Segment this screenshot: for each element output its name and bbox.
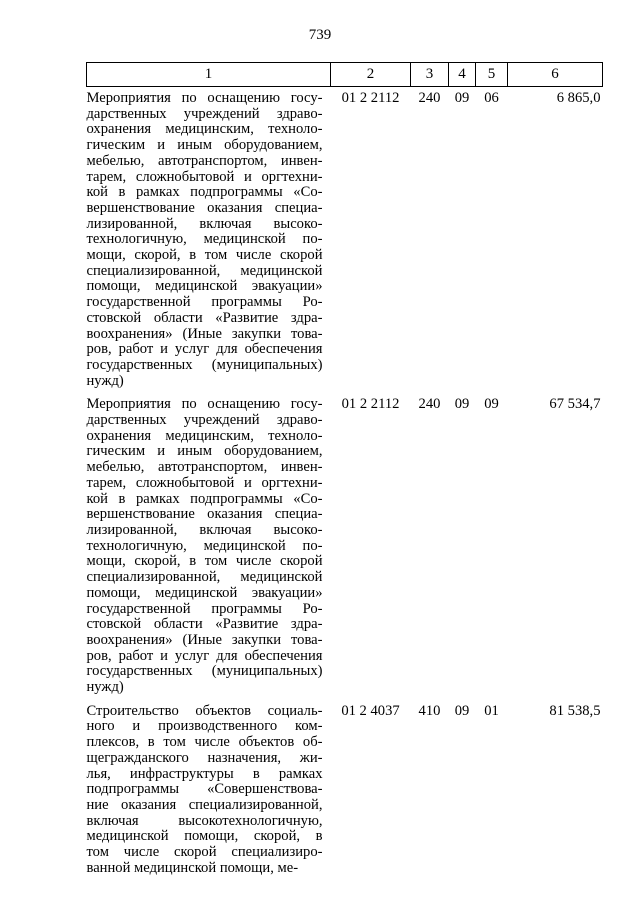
description-line: специализированной, медицинской [86, 262, 323, 279]
description-line: воохранения» (Иные закупки това- [86, 325, 323, 342]
page-number: 739 [308, 27, 332, 43]
table-body [87, 87, 603, 881]
description-line: стовской области «Развитие здра- [86, 616, 323, 633]
description-line: государственной программы Ро- [86, 600, 323, 617]
header-col-3: 3 [411, 63, 449, 87]
header-col-2: 2 [331, 63, 411, 87]
row-description [87, 700, 331, 881]
row-section: 09 [454, 396, 470, 413]
description-line: помощи, медицинской эвакуации» [86, 278, 323, 295]
description-line: охранения медицинским, техноло- [86, 121, 323, 138]
description-line: ние оказания специализированной, [86, 796, 323, 813]
description-line: Мероприятия по оснащению госу- [86, 396, 323, 413]
header-row [87, 63, 603, 87]
header-col-5: 5 [476, 63, 508, 87]
description-line: ванной медицинской помощи, ме- [86, 859, 299, 876]
description-line: ров, работ и услуг для обеспечения [86, 647, 323, 664]
row-description [87, 393, 331, 699]
description-line: щегражданского назначения, жи- [86, 749, 323, 766]
description-line: мощи, скорой, в том числе скорой [86, 247, 323, 264]
description-line: технологичную, медицинской по- [86, 231, 323, 248]
header-col-4: 4 [449, 63, 476, 87]
description-line: лизированной, включая высоко- [86, 521, 323, 538]
table-row [87, 700, 603, 881]
row-subsection: 09 [484, 396, 499, 413]
row-section: 09 [454, 702, 470, 719]
row-subsection: 06 [484, 90, 499, 106]
table-row [87, 393, 603, 699]
description-line: том числе скорой специализиро- [86, 844, 323, 861]
description-line: вершенствование оказания специа- [86, 506, 323, 523]
description-line: стовской области «Развитие здра- [86, 309, 323, 326]
description-line: Мероприятия по оснащению госу- [86, 90, 323, 106]
row-amount: 67 534,7 [549, 396, 601, 413]
row-expense-type: 240 [418, 396, 441, 413]
description-line: государственной программы Ро- [86, 294, 323, 311]
row-code: 01 2 2112 [341, 396, 400, 413]
description-line: нужд) [86, 679, 124, 696]
description-line: технологичную, медицинской по- [86, 537, 323, 554]
row-amount: 6 865,0 [556, 90, 601, 106]
budget-table [86, 62, 603, 880]
description-line: государственных (муниципальных) [86, 663, 323, 680]
row-code: 01 2 4037 [341, 702, 400, 719]
description-line: медицинской помощи, скорой, в [86, 828, 323, 845]
description-line: тарем, сложнобытовой и оргтехни- [86, 168, 323, 185]
description-line: нужд) [86, 372, 124, 389]
description-line: гическим и иным оборудованием, [86, 443, 323, 460]
description-line: вершенствование оказания специа- [86, 199, 323, 216]
row-subsection: 01 [484, 702, 499, 719]
row-expense-type: 410 [418, 702, 441, 719]
description-line: плексов, в том числе объектов об- [86, 734, 323, 751]
description-line: мощи, скорой, в том числе скорой [86, 553, 323, 570]
row-description [87, 87, 331, 394]
description-line: подпрограммы «Совершенствова- [86, 781, 323, 798]
header-col-1: 1 [87, 63, 331, 87]
description-line: кой в рамках подпрограммы «Со- [86, 184, 323, 201]
description-line: ного и производственного ком- [86, 718, 323, 735]
description-line: мебелью, автотранспортом, инвен- [86, 459, 323, 476]
description-line: воохранения» (Иные закупки това- [86, 631, 323, 648]
row-expense-type: 240 [418, 90, 441, 106]
description-line: тарем, сложнобытовой и оргтехни- [86, 474, 323, 491]
description-line: государственных (муниципальных) [86, 356, 323, 373]
description-line: мебелью, автотранспортом, инвен- [86, 152, 323, 169]
description-line: Строительство объектов социаль- [86, 702, 323, 719]
description-line: дарственных учреждений здраво- [86, 412, 323, 429]
description-line: гическим и иным оборудованием, [86, 137, 323, 154]
row-section: 09 [454, 90, 470, 106]
row-code: 01 2 2112 [341, 90, 400, 106]
description-line: лизированной, включая высоко- [86, 215, 323, 232]
description-line: помощи, медицинской эвакуации» [86, 584, 323, 601]
header-col-6: 6 [508, 63, 603, 87]
table-row [87, 87, 603, 394]
description-line: ров, работ и услуг для обеспечения [86, 341, 323, 358]
description-line: дарственных учреждений здраво- [86, 105, 323, 122]
description-line: включая высокотехнологичную, [86, 812, 323, 829]
description-line: специализированной, медицинской [86, 569, 323, 586]
description-line: лья, инфраструктуры в рамках [86, 765, 323, 782]
description-line: кой в рамках подпрограммы «Со- [86, 490, 323, 507]
row-amount: 81 538,5 [549, 702, 601, 719]
description-line: охранения медицинским, техноло- [86, 427, 323, 444]
